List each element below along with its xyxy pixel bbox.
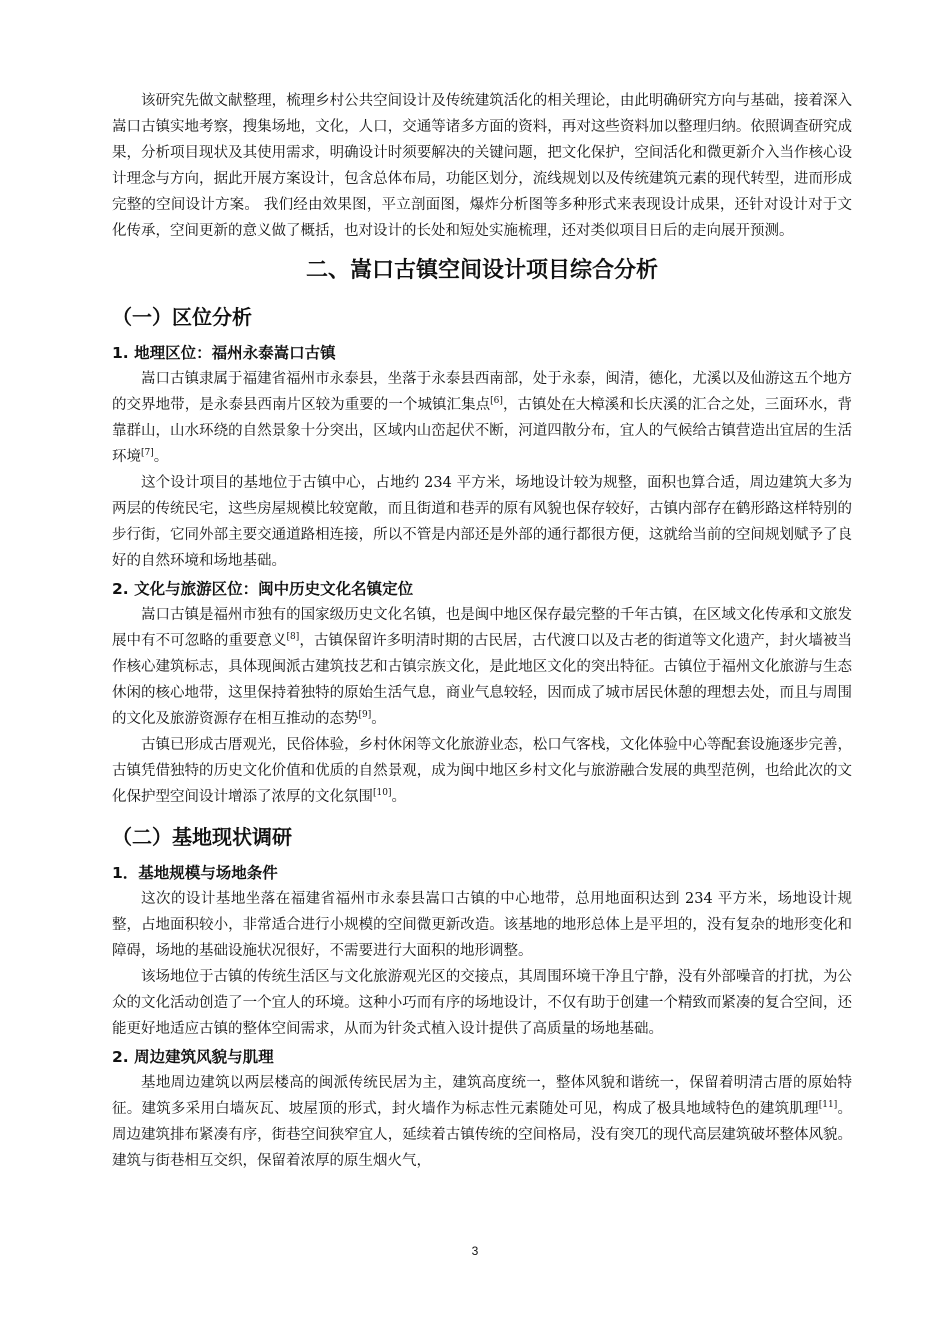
citation-ref: [8] [286, 632, 300, 643]
paragraph-geographic-location [112, 366, 852, 470]
text-run: ，古镇处在大樟溪和长庆溪的汇合之处，三面环水，背靠群山，山水环绕的自然景象十分突出，区域内山峦起伏不断，河道四散分布，宜人的气候给古镇营造出宜居的生活环境 [112, 397, 852, 465]
paragraph-site-scale: 这次的设计基地坐落在福建省福州市永泰县嵩口古镇的中心地带，总用地面积达到 234 平方米，场地设计规整，占地面积较小，非常适合进行小规模的空间微更新改造。该基地的地形总体上是平坦的，没有复杂的地形变化和障碍，场地的基础设施状况很好，不需要进行大面积的地形调整。 [112, 891, 852, 959]
text-run: ，古镇保留许多明清时期的古民居，古代渡口以及古老的街道等文化遗产，封火墙被当作核心建筑标志，具体现闽派古建筑技艺和古镇宗族文化，是此地区文化的突出特征。古镇位于福州文化旅游与生态休闲的核心地带，这里保持着独特的原始生活气息，商业气息较轻，因而成了城市居民休憩的理想去处，而且与周围的文化及旅游资源存在相互推动的态势 [112, 633, 853, 727]
text-run: 嵩口古镇是福州市独有的国家级历史文化名镇，也是闽中地区保存最完整的千年古镇，在区域文化传承和文旅发展中有不可忽略的重要意义 [112, 607, 852, 649]
subsection-title-surrounding-buildings: 2. 周边建筑风貌与肌理 [112, 1048, 274, 1066]
citation-ref: [9] [358, 710, 372, 721]
paragraph-cultural-tourism [112, 602, 852, 732]
text-run: 基地周边建筑以两层楼高的闽派传统民居为主，建筑高度统一，整体风貌和谐统一，保留着明清古厝的原始特征。建筑多采用白墙灰瓦、坡屋顶的形式，封火墙作为标志性元素随处可见，构成了极具地域特色的建筑肌理 [112, 1075, 852, 1117]
text-run: 嵩口古镇隶属于福建省福州市永泰县，坐落于永泰县西南部，处于永泰，闽清，德化，尤溪以及仙游这五个地方的交界地带，是永泰县西南片区较为重要的一个城镇汇集点 [112, 371, 852, 413]
text-run: 。 [153, 449, 169, 465]
citation-ref: [6] [490, 396, 503, 407]
section-title-location-analysis: （一）区位分析 [112, 305, 252, 329]
page-number: 3 [471, 1244, 479, 1258]
paragraph-tourism-formats [112, 732, 852, 810]
subsection-title-cultural-tourism: 2. 文化与旅游区位：闽中历史文化名镇定位 [112, 580, 414, 598]
text-run: 。周边建筑排布紧凑有序，街巷空间狭窄宜人，延续着古镇传统的空间格局，没有突兀的现代高层建筑破坏整体风貌。建筑与街巷相互交织，保留着浓厚的原生烟火气， [112, 1101, 853, 1169]
citation-ref: [7] [141, 448, 154, 459]
subsection-title-geographic-location: 1. 地理区位：福州永泰嵩口古镇 [112, 344, 336, 362]
section-title-site-survey: （二）基地现状调研 [112, 825, 292, 849]
citation-ref: [10] [373, 788, 392, 799]
text-run: 。 [371, 711, 386, 727]
subsection-title-site-scale: 1．基地规模与场地条件 [112, 864, 278, 882]
intro-paragraph: 该研究先做文献整理，梳理乡村公共空间设计及传统建筑活化的相关理论，由此明确研究方向与基础，接着深入嵩口古镇实地考察，搜集场地，文化，人口，交通等诸多方面的资料，再对这些资料加以整理归纳。依照调查研究成果，分析项目现状及其使用需求，明确设计时须要解决的关键问题，把文化保护，空间活化和微更新介入当作核心设计理念与方向，据此开展方案设计，包含总体布局，功能区划分，流线规划以及传统建筑元素的现代转型，进而形成完整的空间设计方案。 我们经由效果图，平立剖面图，爆炸分析图等多种形式来表现设计成果，还针对设计对于文化传承，空间更新的意义做了概括，也对设计的长处和短处实施梳理，还对类似项目日后的走向展开预测。 [112, 93, 852, 239]
text-run: 。 [391, 789, 406, 805]
paragraph-surrounding-buildings [112, 1070, 852, 1174]
paragraph-site-environment: 该场地位于古镇的传统生活区与文化旅游观光区的交接点，其周围环境干净且宁静，没有外部噪音的打扰，为公众的文化活动创造了一个宜人的环境。这种小巧而有序的场地设计，不仅有助于创建一个精致而紧凑的复合空间，还能更好地适应古镇的整体空间需求，从而为针灸式植入设计提供了高质量的场地基础。 [112, 969, 852, 1037]
text-run: 古镇已形成古厝观光，民俗体验，乡村休闲等文化旅游业态，松口气客栈，文化体验中心等配套设施逐步完善，古镇凭借独特的历史文化价值和优质的自然景观，成为闽中地区乡村文化与旅游融合发展的典型范例，也给此次的文化保护型空间设计增添了浓厚的文化氛围 [112, 737, 852, 805]
chapter-title: 二、嵩口古镇空间设计项目综合分析 [305, 258, 658, 283]
paragraph-site-base: 这个设计项目的基地位于古镇中心，占地约 234 平方米，场地设计较为规整，面积也算合适，周边建筑大多为两层的传统民宅，这些房屋规模比较宽敞，而且街道和巷弄的原有风貌也保存较好，古镇内部存在鹤形路这样特别的步行街，它同外部主要交通道路相连接，所以不管是内部还是外部的通行都很方便，这就给当前的空间规划赋予了良好的自然环境和场地基础。 [112, 475, 852, 569]
page-content [112, 88, 852, 1174]
citation-ref: [11] [818, 1100, 838, 1111]
